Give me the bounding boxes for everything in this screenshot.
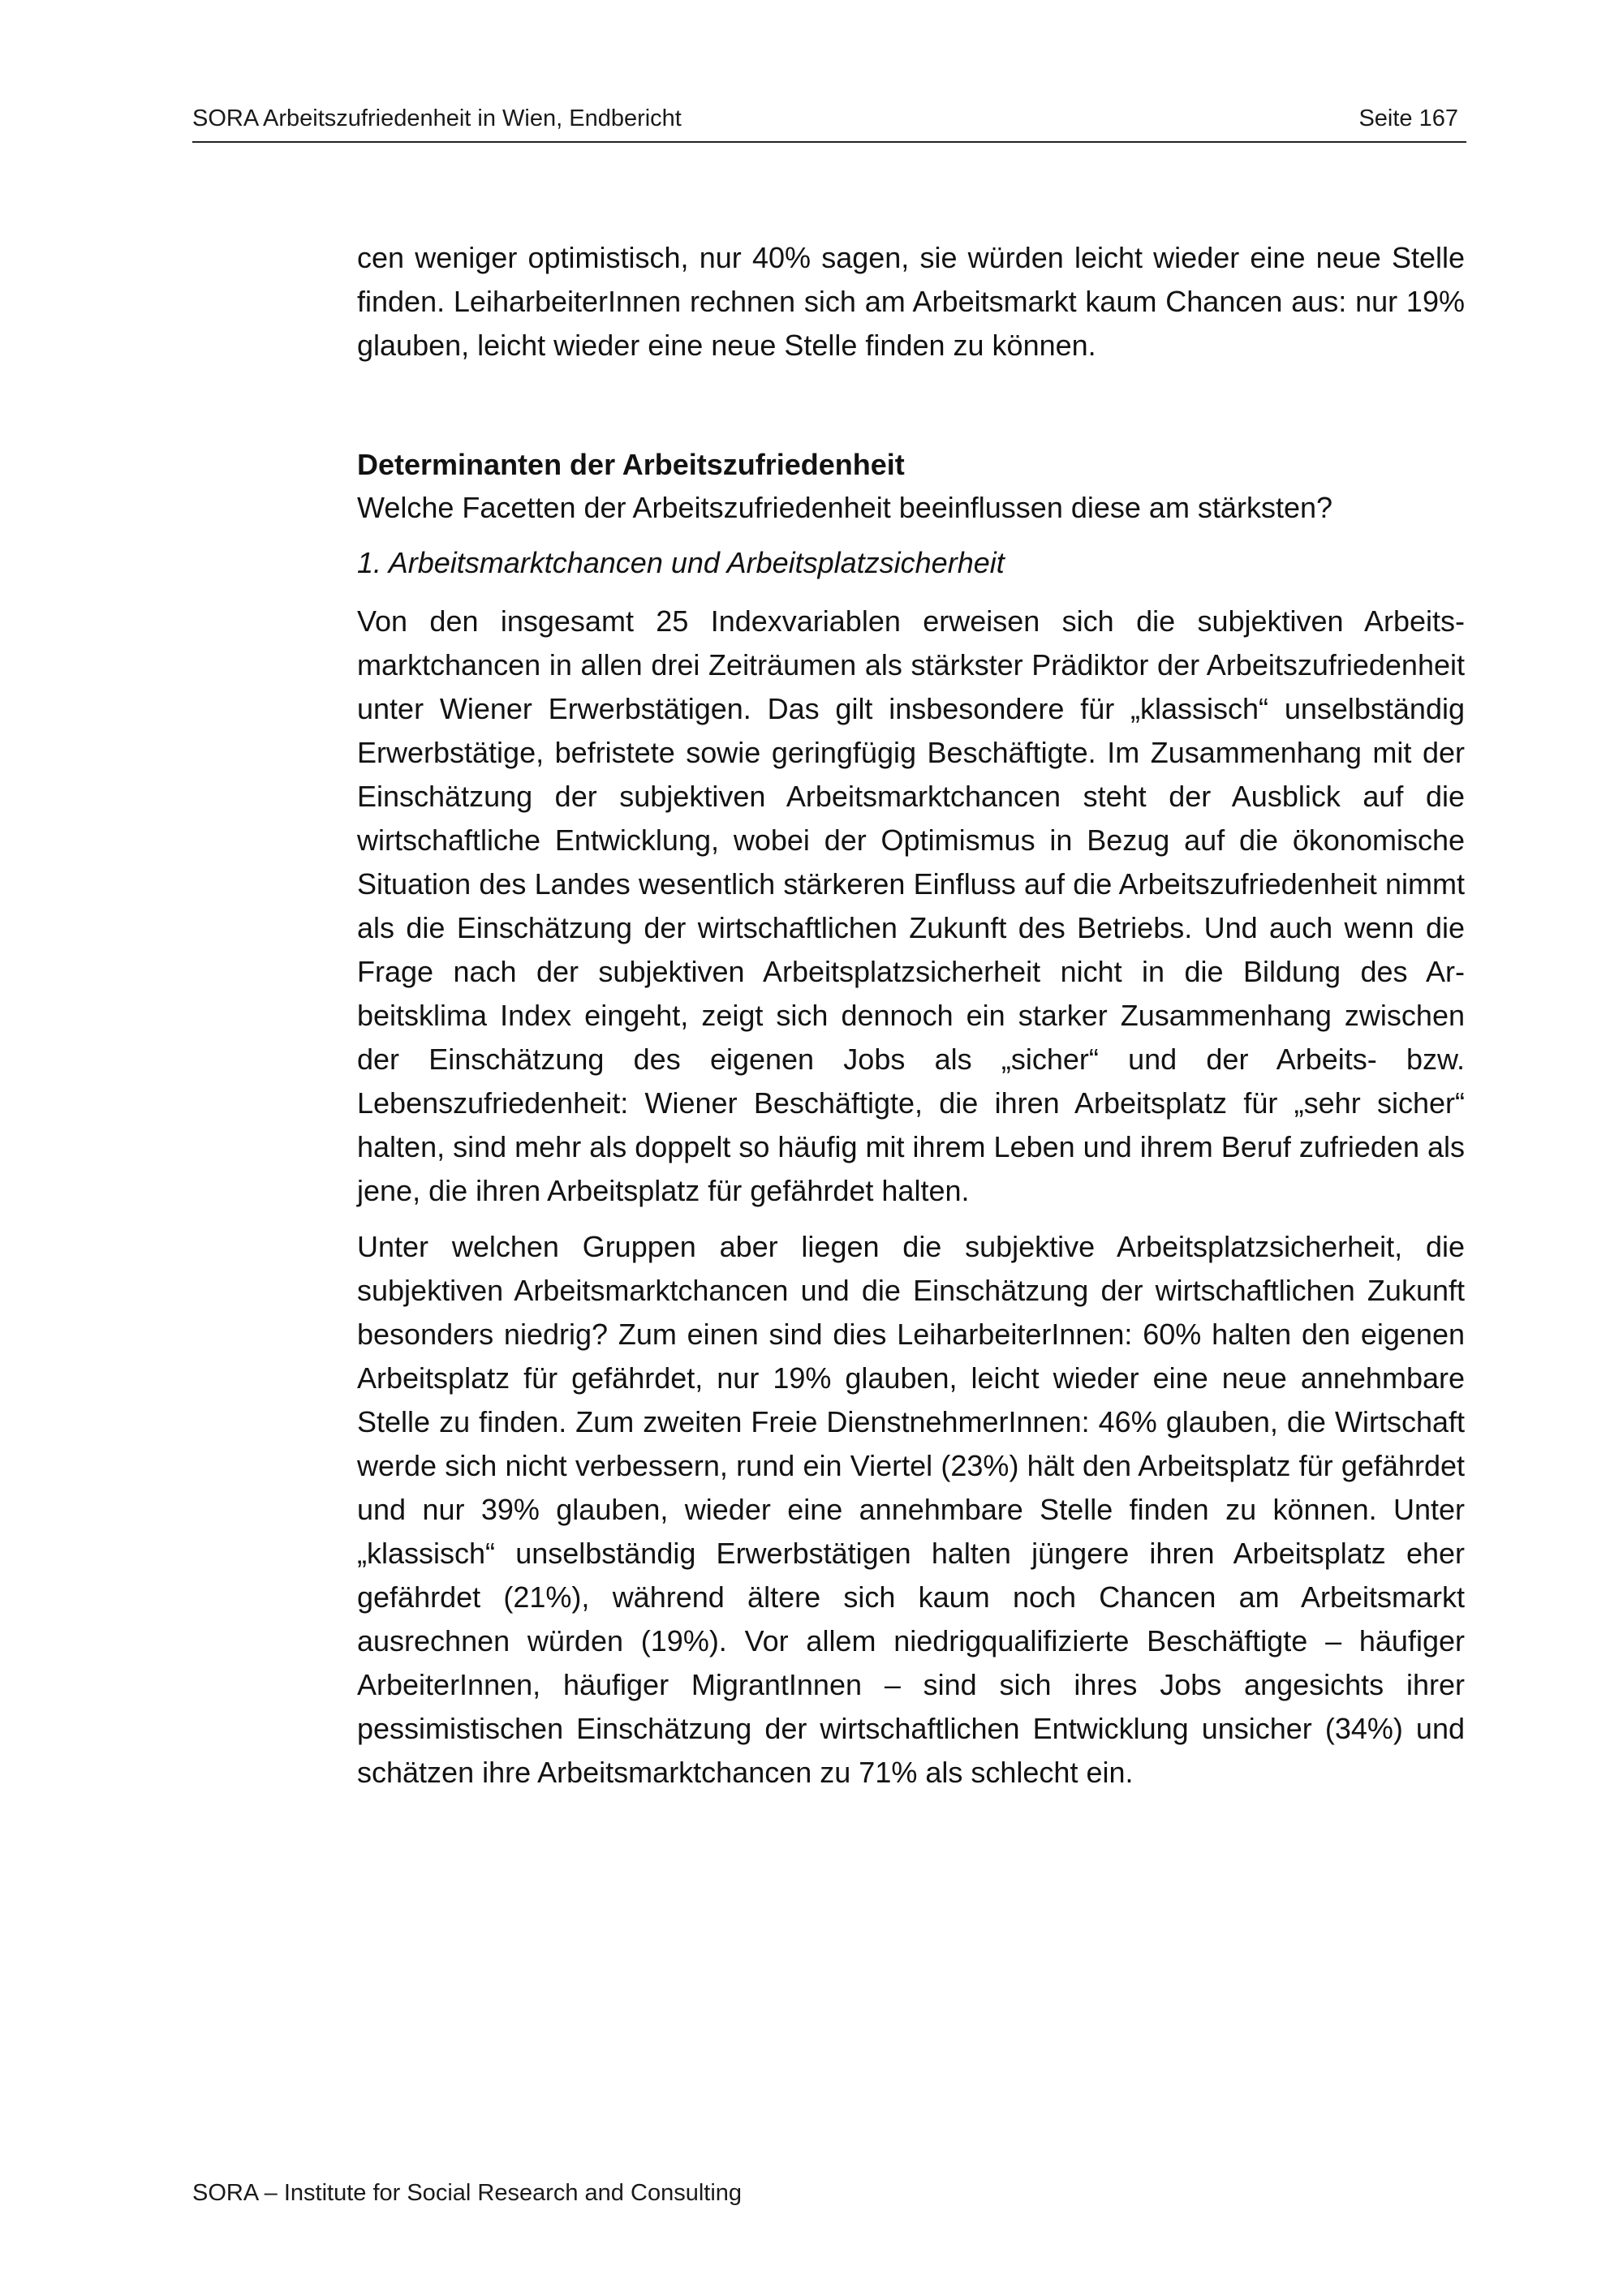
section-title: Determinanten der Arbeitszufriedenheit [357, 448, 905, 481]
subsection-title: 1. Arbeitsmarktchancen und Arbeitsplatzsicherheit [357, 546, 1005, 579]
body-paragraph-1: Von den insgesamt 25 Indexvariablen erweisen sich die subjektiven Arbeitsmarktchancen in allen drei Zeiträumen als stärkster Prädiktor der Arbeitszufriedenheit unter Wiener Erwerbstätigen. Das gilt insbesondere für „klassisch“ unselbständig Erwerbstätige, befristete sowie geringfügig Beschäftigte. Im Zusammenhang mit der Einschätzung der subjektiven Arbeitsmarktchancen steht der Ausblick auf die wirtschaftliche Entwicklung, wobei der Optimismus in Bezug auf die ökonomische Situation des Landes wesentlich stärkeren Einfluss auf die Arbeitszufriedenheit nimmt als die Einschätzung der wirtschaftlichen Zukunft des Betriebs. Und auch wenn die Frage nach der subjektiven Arbeitsplatzsicherheit nicht in die Bildung des Arbeitsklima Index eingeht, zeigt sich dennoch ein starker Zusammenhang zwischen der Einschätzung des eigenen Jobs als „sicher“ und der Arbeits- bzw. Lebenszufriedenheit: Wiener Beschäftigte, die ihren Arbeitsplatz für „sehr sicher“ halten, sind mehr als doppelt so häufig mit ihrem Leben und ihrem Beruf zufrieden als jene, die ihren Arbeitsplatz für gefährdet halten. [357, 604, 1465, 1207]
page-footer: SORA – Institute for Social Research and Consulting [192, 2180, 743, 2206]
page-header [192, 102, 1466, 143]
section-question: Welche Facetten der Arbeitszufriedenheit beeinflussen diese am stärksten? [357, 491, 1333, 524]
intro-paragraph: cen weniger optimistisch, nur 40% sagen, sie würden leicht wieder eine neue Stelle finden. LeiharbeiterInnen rechnen sich am Arbeitsmarkt kaum Chancen aus: nur 19% glauben, leicht wieder eine neue Stelle finden zu können. [357, 241, 1465, 362]
body-paragraph-2: Unter welchen Gruppen aber liegen die subjektive Arbeitsplatzsicherheit, die subjektiven Arbeitsmarktchancen und die Einschätzung der wirtschaftlichen Zukunft besonders niedrig? Zum einen sind dies LeiharbeiterInnen: 60% halten den eigenen Arbeitsplatz für gefährdet, nur 19% glauben, leicht wieder eine neue annehmbare Stelle zu finden. Zum zweiten Freie DienstnehmerInnen: 46% glauben, die Wirtschaft werde sich nicht verbessern, rund ein Viertel (23%) hält den Arbeitsplatz für gefährdet und nur 39% glauben, wieder eine annehmbare Stelle finden zu können. Unter „klassisch“ unselbständig Erwerbstätigen halten jüngere ihren Arbeitsplatz eher gefährdet (21%), während ältere sich kaum noch Chancen am Arbeitsmarkt ausrechnen würden (19%). Vor allem niedrigqualifizierte Beschäftigte – häufiger ArbeiterInnen, häufiger MigrantInnen – sind sich ihres Jobs angesichts ihrer pessimistischen Einschätzung der wirtschaftlichen Entwicklung unsicher (34%) und schätzen ihre Arbeitsmarktchancen zu 71% als schlecht ein. [357, 1230, 1465, 1789]
header-title: SORA Arbeitszufriedenheit in Wien, Endbericht [192, 105, 682, 131]
main-content [357, 236, 1465, 1807]
page-number: Seite 167 [1358, 105, 1458, 131]
